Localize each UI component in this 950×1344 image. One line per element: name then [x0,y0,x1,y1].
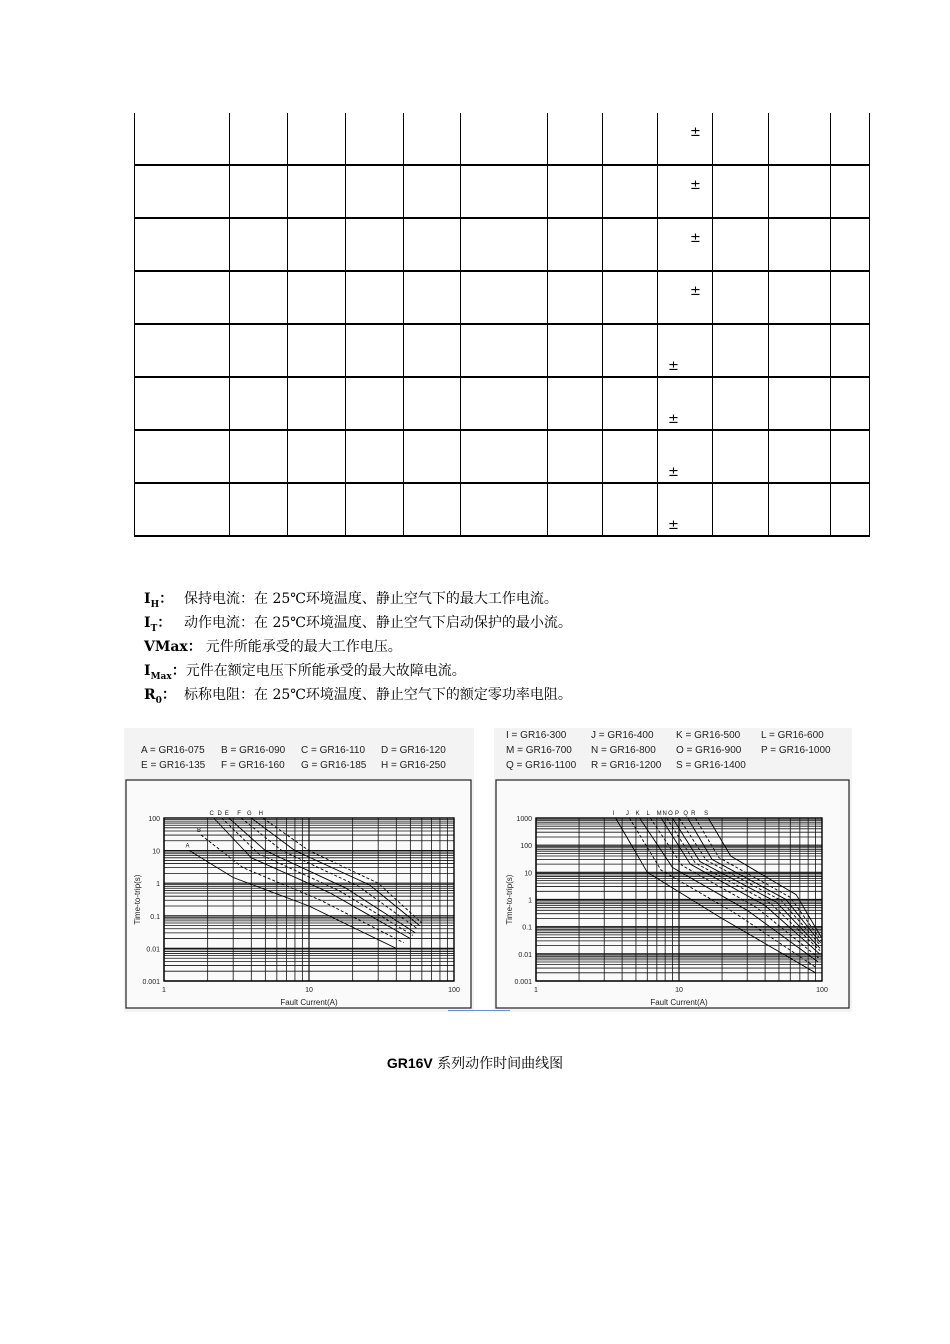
legend-entry: O = GR16-900 [676,745,742,756]
table-cell [461,483,548,536]
series-label: G [246,811,252,817]
y-tick-label: 1000 [516,816,532,823]
x-tick-label: 10 [675,987,683,994]
table-cell [288,271,346,324]
table-cell [404,113,461,165]
table-cell [461,218,548,271]
y-tick-label: 0.1 [150,913,160,921]
table-cell [831,165,870,218]
table-row [135,113,870,165]
table-cell [288,483,346,536]
table-cell [135,165,230,218]
table-cell [769,324,831,377]
table-cell [135,430,230,483]
legend-entry: B = GR16-090 [221,745,286,756]
series-label: F [237,811,241,817]
series-label: K [635,811,640,817]
series-label: I [612,811,615,817]
y-axis-label: Time-to-trip(s) [505,874,514,925]
symbol-subscript: 0 [155,695,162,706]
symbol-subscript: T [150,623,158,634]
definition-line [144,587,572,611]
table-cell [713,324,769,377]
table-cell [713,218,769,271]
chart-frame [126,780,471,1008]
table-cell [713,430,769,483]
series-label: B [197,828,202,835]
table-cell [230,165,288,218]
link-underline [448,1010,510,1011]
x-tick-label: 100 [816,987,828,994]
y-tick-label: 0.001 [514,979,532,986]
series-label: S [704,811,709,817]
legend-entry: E = GR16-135 [141,760,206,771]
table-cell [461,377,548,430]
table-cell [346,113,404,165]
table-cell [713,271,769,324]
table-cell [769,218,831,271]
table-cell [603,377,658,430]
table-cell [831,218,870,271]
figure-caption [0,1053,950,1073]
table-cell [346,483,404,536]
series-label: N [662,811,667,817]
tolerance-symbol: ± [668,465,679,480]
legend-entry: I = GR16-300 [506,730,567,741]
x-tick-label: 1 [534,987,538,994]
table-cell [603,113,658,165]
trip-curve-chart-left [124,728,474,1012]
table-cell [769,483,831,536]
y-tick-label: 1 [528,897,532,905]
table-cell [230,377,288,430]
table-cell [461,324,548,377]
table-cell [135,324,230,377]
symbol-main: VMax [144,639,188,655]
definition-text: 动作电流：在 25℃环境温度、静止空气下启动保护的最小流。 [184,615,572,631]
definition-line [144,611,572,635]
y-tick-label: 0.01 [518,951,532,959]
table-cell [288,165,346,218]
legend-entry: A = GR16-075 [141,745,205,756]
y-tick-label: 0.001 [142,979,160,986]
table-cell [769,377,831,430]
table-cell [346,218,404,271]
table-cell [548,483,603,536]
tolerance-symbol: ± [690,125,701,140]
table-cell [603,483,658,536]
table-cell [346,324,404,377]
table-cell [769,430,831,483]
symbol-subscript: H [150,599,160,610]
table-cell [603,271,658,324]
table-cell [658,113,713,165]
table-cell [769,165,831,218]
symbol-subscript: Max [150,671,172,682]
legend-entry: M = GR16-700 [506,745,572,756]
table-cell [831,377,870,430]
table-cell [658,165,713,218]
table-cell [461,113,548,165]
y-axis-label: Time-to-trip(s) [133,874,142,925]
table-cell [658,324,713,377]
legend-entry: H = GR16-250 [381,760,446,771]
table-row [135,430,870,483]
definition-text: 标称电阻：在 25℃环境温度、静止空气下的额定零功率电阻。 [184,687,572,703]
y-tick-label: 100 [520,843,532,851]
table-cell [548,165,603,218]
series-label: Q [683,811,689,817]
legend-entry: R = GR16-1200 [591,760,662,771]
table-cell [135,218,230,271]
table-cell [713,113,769,165]
symbol-separator: ： [187,639,202,655]
definition-symbol [144,635,202,659]
table-cell [404,483,461,536]
table-cell [135,377,230,430]
table-cell [288,377,346,430]
table-cell [230,271,288,324]
legend-entry: C = GR16-110 [301,745,366,756]
symbol-separator: ： [159,591,174,607]
table-row [135,165,870,218]
table-cell [461,165,548,218]
legend-entry: S = GR16-1400 [676,760,746,771]
table-cell [831,483,870,536]
legend-entry: L = GR16-600 [761,730,824,741]
table-cell [346,377,404,430]
definition-line [144,659,572,683]
table-cell [548,113,603,165]
series-label: H [258,811,263,817]
series-label: O [668,811,673,817]
definition-symbol [144,683,184,713]
table-cell [658,271,713,324]
table-cell [404,218,461,271]
table-cell [658,430,713,483]
definition-text: 保持电流：在 25℃环境温度、静止空气下的最大工作电流。 [184,591,558,607]
tolerance-symbol: ± [690,231,701,246]
table-cell [230,218,288,271]
table-cell [831,324,870,377]
tolerance-symbol: ± [690,178,701,193]
table-cell [461,430,548,483]
trip-curve-chart-right [494,728,852,1012]
table-cell [713,377,769,430]
table-row [135,324,870,377]
series-label: C [209,811,214,817]
symbol-separator: ： [161,687,176,703]
legend-entry: K = GR16-500 [676,730,741,741]
x-tick-label: 10 [305,987,313,994]
table-cell [135,113,230,165]
series-label: E [224,811,229,817]
table-cell [288,113,346,165]
legend-entry: F = GR16-160 [221,760,285,771]
tolerance-symbol: ± [690,284,701,299]
table-cell [831,113,870,165]
table-cell [658,377,713,430]
symbol-main: I [144,663,151,679]
table-cell [548,218,603,271]
x-tick-label: 1 [162,987,166,994]
table-cell [548,377,603,430]
table-cell [713,483,769,536]
table-cell [603,165,658,218]
chart-plot [494,728,852,1012]
table-cell [288,218,346,271]
caption-text: 系列动作时间曲线图 [432,1056,564,1072]
table-cell [603,218,658,271]
legend-entry: N = GR16-800 [591,745,656,756]
definition-line [144,635,572,659]
y-tick-label: 10 [152,848,160,856]
table-cell [603,430,658,483]
series-label: D [217,811,222,817]
definition-line [144,683,572,707]
table-cell [404,430,461,483]
table-cell [769,113,831,165]
legend-entry: P = GR16-1000 [761,745,831,756]
table-cell [135,483,230,536]
table-cell [404,271,461,324]
x-axis-label: Fault Current(A) [280,998,338,1007]
symbol-separator: ： [157,615,172,631]
series-label: P [674,811,680,817]
symbol-main: I [144,591,151,607]
y-tick-label: 10 [524,870,532,878]
table-cell [230,430,288,483]
tolerance-symbol: ± [668,359,679,374]
tolerance-symbol: ± [668,412,679,427]
table-cell [346,430,404,483]
x-axis-label: Fault Current(A) [650,998,708,1007]
symbol-main: I [144,615,151,631]
tolerance-symbol: ± [668,518,679,533]
table-cell [230,113,288,165]
legend-entry: G = GR16-185 [301,760,367,771]
series-label: R [691,811,696,817]
spec-table [134,113,870,537]
legend-entry: Q = GR16-1100 [506,760,577,771]
table-cell [713,165,769,218]
table-cell [135,271,230,324]
table-cell [769,271,831,324]
x-tick-label: 100 [448,987,460,994]
definitions [144,587,572,707]
definition-text: 元件在额定电压下所能承受的最大故障电流。 [185,663,466,679]
definition-text: 元件所能承受的最大工作电压。 [205,639,402,655]
y-tick-label: 0.01 [146,946,160,954]
table-row [135,483,870,536]
table-cell [603,324,658,377]
table-cell [230,324,288,377]
table-cell [548,324,603,377]
y-tick-label: 1 [156,881,160,889]
table-cell [230,483,288,536]
table-cell [658,218,713,271]
legend-entry: J = GR16-400 [591,730,654,741]
table-row [135,218,870,271]
table-cell [461,271,548,324]
series-label: A [185,843,190,850]
legend-entry: D = GR16-120 [381,745,446,756]
table-cell [831,430,870,483]
series-label: L [646,811,650,817]
table-row [135,377,870,430]
table-cell [404,165,461,218]
chart-plot [124,728,474,1012]
y-tick-label: 0.1 [522,924,532,932]
table-cell [346,271,404,324]
table-cell [404,324,461,377]
series-label: M [656,811,662,817]
table-cell [658,483,713,536]
caption-model: GR16V [386,1055,433,1071]
table-cell [288,430,346,483]
symbol-main: R [144,687,156,703]
table-cell [346,165,404,218]
series-label: J [625,811,629,817]
table-row [135,271,870,324]
table-cell [404,377,461,430]
table-cell [288,324,346,377]
y-tick-label: 100 [148,816,160,823]
symbol-separator: ： [171,663,186,679]
table-cell [831,271,870,324]
table-cell [548,430,603,483]
table-cell [548,271,603,324]
